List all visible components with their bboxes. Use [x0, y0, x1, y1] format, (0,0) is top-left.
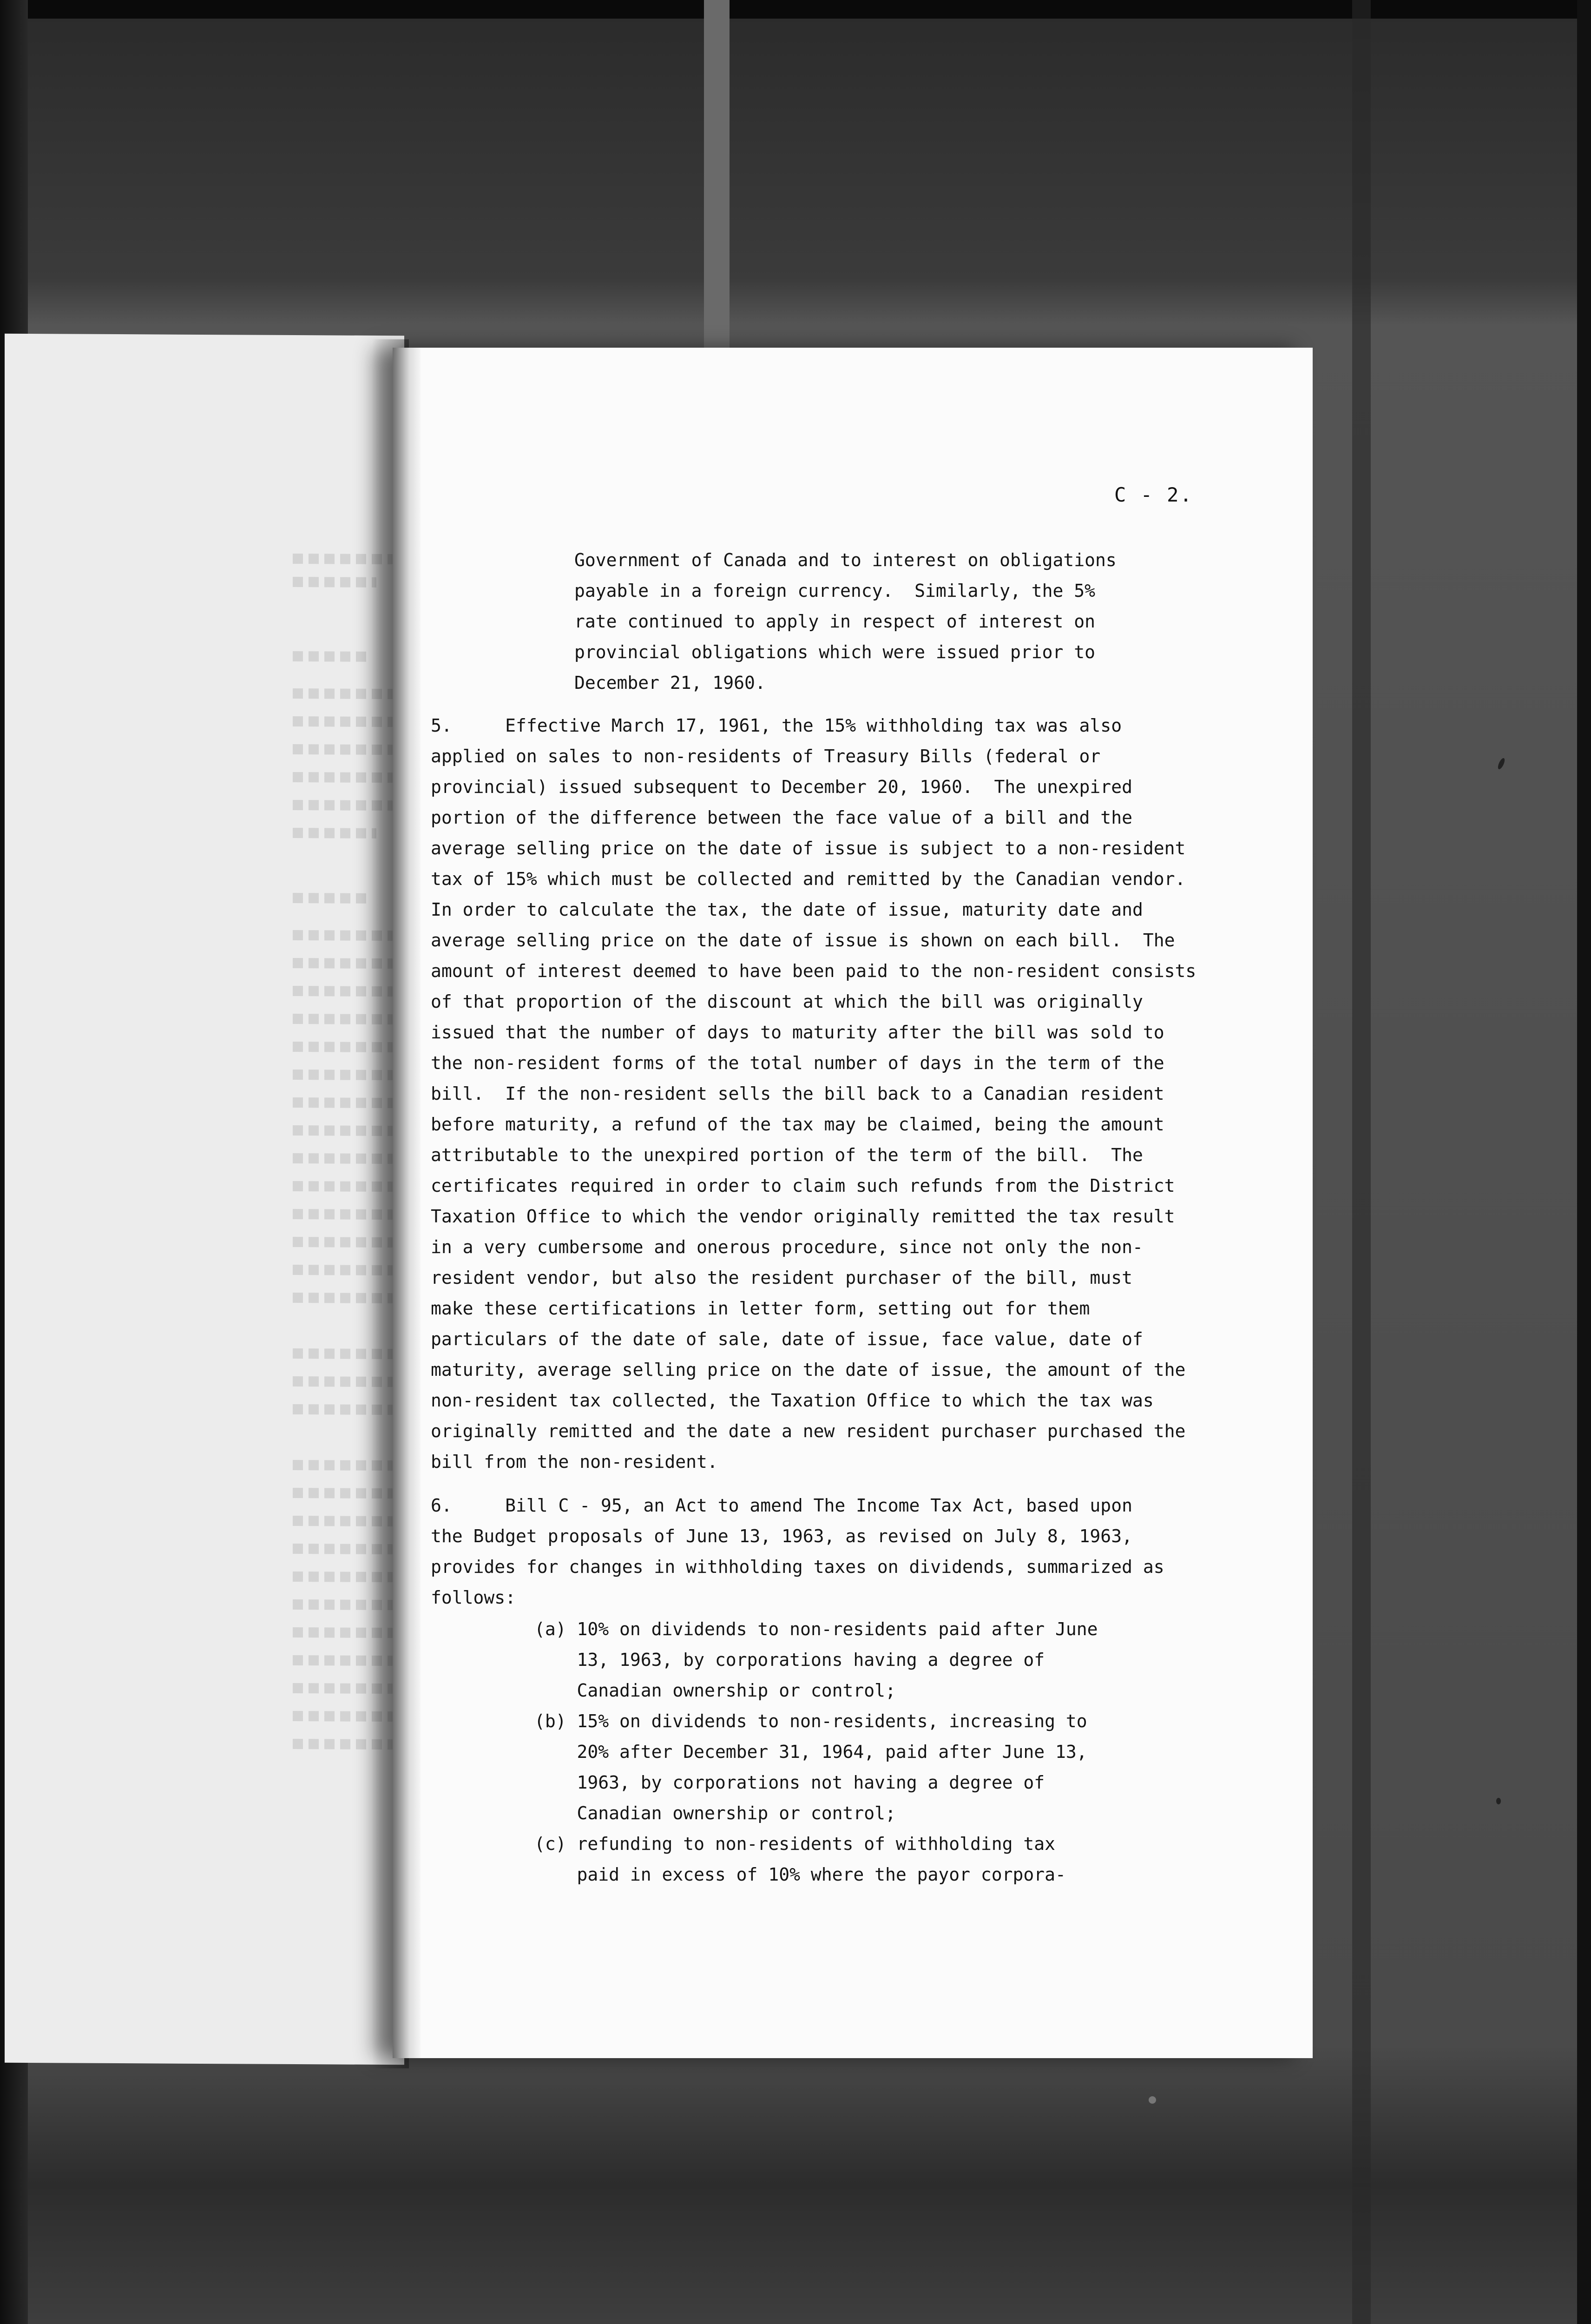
previous-page: [5, 334, 404, 2065]
text-line: provides for changes in withholding taxes on dividends, summarized as: [431, 1557, 1164, 1577]
text-line: in a very cumbersome and onerous procedure, since not only the non-: [431, 1237, 1143, 1257]
text-line: the Budget proposals of June 13, 1963, as revised on July 8, 1963,: [431, 1526, 1132, 1546]
text-line: before maturity, a refund of the tax may be claimed, being the amount: [431, 1114, 1164, 1135]
text-line: issued that the number of days to maturity after the bill was sold to: [431, 1022, 1164, 1043]
page-binding-edge: [393, 348, 421, 2058]
text-line: Taxation Office to which the vendor originally remitted the tax result: [431, 1206, 1175, 1227]
continuation-paragraph: [574, 545, 1117, 698]
ghost-text: [293, 651, 367, 662]
list-item-line: 13, 1963, by corporations having a degree of: [534, 1650, 1045, 1670]
text-line: Government of Canada and to interest on obligations: [574, 550, 1117, 570]
list-item-line: (a) 10% on dividends to non-residents paid after June: [534, 1619, 1098, 1639]
text-line: bill. If the non-resident sells the bill back to a Canadian resident: [431, 1083, 1164, 1104]
text-line: In order to calculate the tax, the date of issue, maturity date and: [431, 899, 1143, 920]
text-line: originally remitted and the date a new resident purchaser purchased the: [431, 1421, 1186, 1441]
list-item-line: (b) 15% on dividends to non-residents, increasing to: [534, 1711, 1087, 1731]
text-line: rate continued to apply in respect of interest on: [574, 611, 1096, 632]
text-line: certificates required in order to claim such refunds from the District: [431, 1175, 1175, 1196]
text-line: provincial obligations which were issued prior to: [574, 642, 1096, 662]
text-line: payable in a foreign currency. Similarly, the 5%: [574, 581, 1096, 601]
paragraph-5: [431, 710, 1196, 1477]
text-line: particulars of the date of sale, date of issue, face value, date of: [431, 1329, 1143, 1349]
text-line: of that proportion of the discount at which the bill was originally: [431, 991, 1143, 1012]
text-line: average selling price on the date of issue is shown on each bill. The: [431, 930, 1175, 951]
list-item-line: Canadian ownership or control;: [534, 1680, 896, 1701]
text-line: amount of interest deemed to have been paid to the non-resident consists: [431, 961, 1197, 981]
ghost-text: [293, 893, 367, 904]
page-number: C - 2.: [1114, 483, 1193, 506]
text-line: make these certifications in letter form, setting out for them: [431, 1298, 1090, 1319]
text-line: provincial) issued subsequent to December 20, 1960. The unexpired: [431, 777, 1132, 797]
ghost-text: [293, 577, 376, 588]
text-line: follows:: [431, 1587, 516, 1608]
paragraph-6: [431, 1490, 1164, 1613]
list-item-line: paid in excess of 10% where the payor corpora-: [534, 1864, 1066, 1885]
text-line: maturity, average selling price on the date of issue, the amount of the: [431, 1360, 1186, 1380]
text-line: resident vendor, but also the resident purchaser of the bill, must: [431, 1268, 1132, 1288]
text-line: attributable to the unexpired portion of the term of the bill. The: [431, 1145, 1143, 1165]
film-right-edge: [1577, 0, 1591, 2324]
list-item-line: 20% after December 31, 1964, paid after June 13,: [534, 1742, 1087, 1762]
list-item-line: Canadian ownership or control;: [534, 1803, 896, 1823]
text-line: portion of the difference between the face value of a bill and the: [431, 807, 1132, 828]
text-line: 6. Bill C - 95, an Act to amend The Income Tax Act, based upon: [431, 1495, 1132, 1516]
film-speck: [1149, 2096, 1156, 2104]
text-line: bill from the non-resident.: [431, 1452, 718, 1472]
ghost-text: [293, 828, 376, 838]
film-vertical-bar: [704, 0, 730, 353]
film-vertical-shadow: [1352, 0, 1371, 2324]
dividend-sub-items: [534, 1614, 1098, 1890]
text-line: December 21, 1960.: [574, 673, 766, 693]
text-line: the non-resident forms of the total number of days in the term of the: [431, 1053, 1164, 1073]
list-item-line: 1963, by corporations not having a degree of: [534, 1772, 1045, 1793]
text-line: 5. Effective March 17, 1961, the 15% withholding tax was also: [431, 715, 1122, 736]
list-item-line: (c) refunding to non-residents of withholding tax: [534, 1834, 1056, 1854]
film-speck: [1496, 1798, 1501, 1804]
text-line: average selling price on the date of issue is subject to a non-resident: [431, 838, 1186, 858]
text-line: tax of 15% which must be collected and remitted by the Canadian vendor.: [431, 869, 1186, 889]
text-line: applied on sales to non-residents of Treasury Bills (federal or: [431, 746, 1101, 766]
text-line: non-resident tax collected, the Taxation Office to which the tax was: [431, 1390, 1154, 1411]
